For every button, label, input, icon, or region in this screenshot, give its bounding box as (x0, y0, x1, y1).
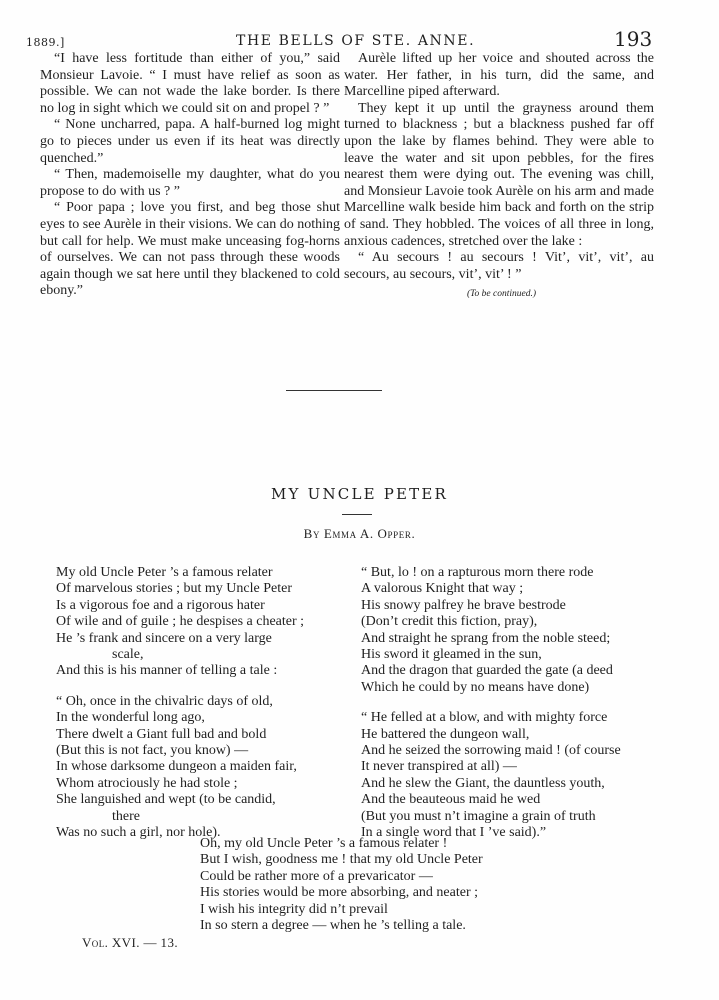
stanza (361, 710, 691, 841)
poem-line: Oh, my old Uncle Peter ’s a famous relater ! (200, 836, 448, 851)
poem-line: Which he could by no means have done) (361, 679, 590, 695)
story-paragraph: “ None uncharred, papa. A half-burned log might go to pieces under us even if its heat was directly quenched.” (40, 117, 340, 166)
poem-line: And straight he sprang from the noble steed; (361, 630, 611, 646)
story-paragraph: “I have less fortitude than either of you,” said Monsieur Lavoie. “ I must have relief as soon as possible. We can not wade the lake border. Is there no log in sight which we could sit on and propel ? ” (40, 51, 340, 116)
story-paragraph: “ Poor papa ; love you first, and beg those shut eyes to see Aurèle in their visions. We can do nothing but call for help. We must make unceasing fog-horns of ourselves. We can not pass through these woods again though we sat here until they blackened to cold ebony.” (40, 200, 340, 299)
story-paragraph: They kept it up until the grayness around them turned to blackness ; but a blackness pushed far off upon the lake by flames behind. They were able to leave the water and sit upon pebbles, for the fires nearest them were dying out. The evening was chill, and Monsieur Lavoie took Aurèle on his arm and made Marcelline walk beside him back and forth on the strip of sand. They hobbled. The voices of all three in long, anxious cadences, stretched over the lake : (344, 100, 654, 249)
poem-line: scale, (112, 647, 144, 663)
poem-line: Is a vigorous foe and a rigorous hater (56, 597, 265, 613)
poem-line: And the beauteous maid he wed (361, 792, 541, 808)
poem-left-column (56, 565, 346, 856)
poem-line: In the wonderful long ago, (56, 710, 205, 726)
poem-line: In so stern a degree — when he ’s telling a tale. (200, 918, 466, 934)
poem-line: His snowy palfrey he brave bestrode (361, 597, 566, 613)
poem-right-column (361, 565, 691, 856)
poem-line: Of wile and of guile ; he despises a cheater ; (56, 614, 305, 630)
stanza (56, 694, 346, 842)
poem-line: And this is his manner of telling a tale : (56, 663, 278, 679)
poem-line: In a single word that I ’ve said).” (361, 825, 547, 841)
header-year: 1889.] (26, 36, 65, 49)
poem-line: It never transpired at all) — (361, 759, 517, 775)
poem-line: there (112, 808, 140, 824)
poem-line: But I wish, goodness me ! that my old Uncle Peter (200, 852, 483, 868)
story-right-column (344, 51, 654, 303)
poem-line: (Don’t credit this fiction, pray), (361, 614, 538, 630)
poem-line: (But this is not fact, you know) — (56, 743, 249, 759)
poem-line: My old Uncle Peter ’s a famous relater (56, 565, 273, 580)
poem-line: (But you must n’t imagine a grain of truth (361, 808, 596, 824)
volume-footer: Vol. XVI. — 13. (82, 935, 178, 950)
poem-line: Was no such a girl, nor hole). (56, 825, 221, 841)
running-title: THE BELLS OF STE. ANNE. (236, 33, 476, 49)
poem-line: “ Oh, once in the chivalric days of old, (56, 693, 273, 709)
poem-line: His stories would be more absorbing, and neater ; (200, 885, 478, 901)
section-divider (286, 390, 382, 391)
poem-title: MY UNCLE PETER (270, 485, 449, 503)
poem-line: Could be rather more of a prevaricator — (200, 868, 433, 884)
poem-line: And he slew the Giant, the dauntless youth, (361, 775, 605, 791)
story-paragraph: Aurèle lifted up her voice and shouted across the water. Her father, in his turn, did the same, and Marcelline piped afterward. (344, 51, 654, 100)
poem-line: In whose darksome dungeon a maiden fair, (56, 759, 297, 775)
poem-line: He ’s frank and sincere on a very large (56, 630, 272, 646)
story-left-column (40, 51, 340, 300)
story-paragraph: “ Au secours ! au secours ! Vit’, vit’, vit’, au secours, au secours, vit’, vit’ ! ” (344, 250, 654, 282)
story-paragraph: “ Then, mademoiselle my daughter, what do you propose to do with us ? ” (40, 167, 340, 199)
poem-line: Whom atrociously he had stole ; (56, 775, 238, 791)
poem-line: I wish his integrity did n’t prevail (200, 901, 388, 917)
title-rule (342, 514, 372, 515)
poem-line: She languished and wept (to be candid, (56, 792, 276, 808)
poem-line: And he seized the sorrowing maid ! (of course (361, 743, 621, 759)
poem-final-stanza (200, 836, 600, 934)
poem-line: “ But, lo ! on a rapturous morn there rode (361, 565, 594, 580)
stanza (361, 565, 691, 696)
poem-byline: By Emma A. Opper. (303, 526, 416, 541)
poem-line: “ He felled at a blow, and with mighty force (361, 710, 608, 726)
to-be-continued-note: (To be continued.) (466, 289, 536, 300)
stanza (56, 565, 346, 680)
poem-line: A valorous Knight that way ; (361, 581, 524, 597)
poem-line: He battered the dungeon wall, (361, 726, 530, 742)
page-number: 193 (614, 27, 653, 51)
poem-line: His sword it gleamed in the sun, (361, 647, 542, 663)
poem-line: Of marvelous stories ; but my Uncle Peter (56, 581, 293, 597)
poem-line: There dwelt a Giant full bad and bold (56, 726, 267, 742)
poem-line: And the dragon that guarded the gate (a deed (361, 663, 613, 679)
